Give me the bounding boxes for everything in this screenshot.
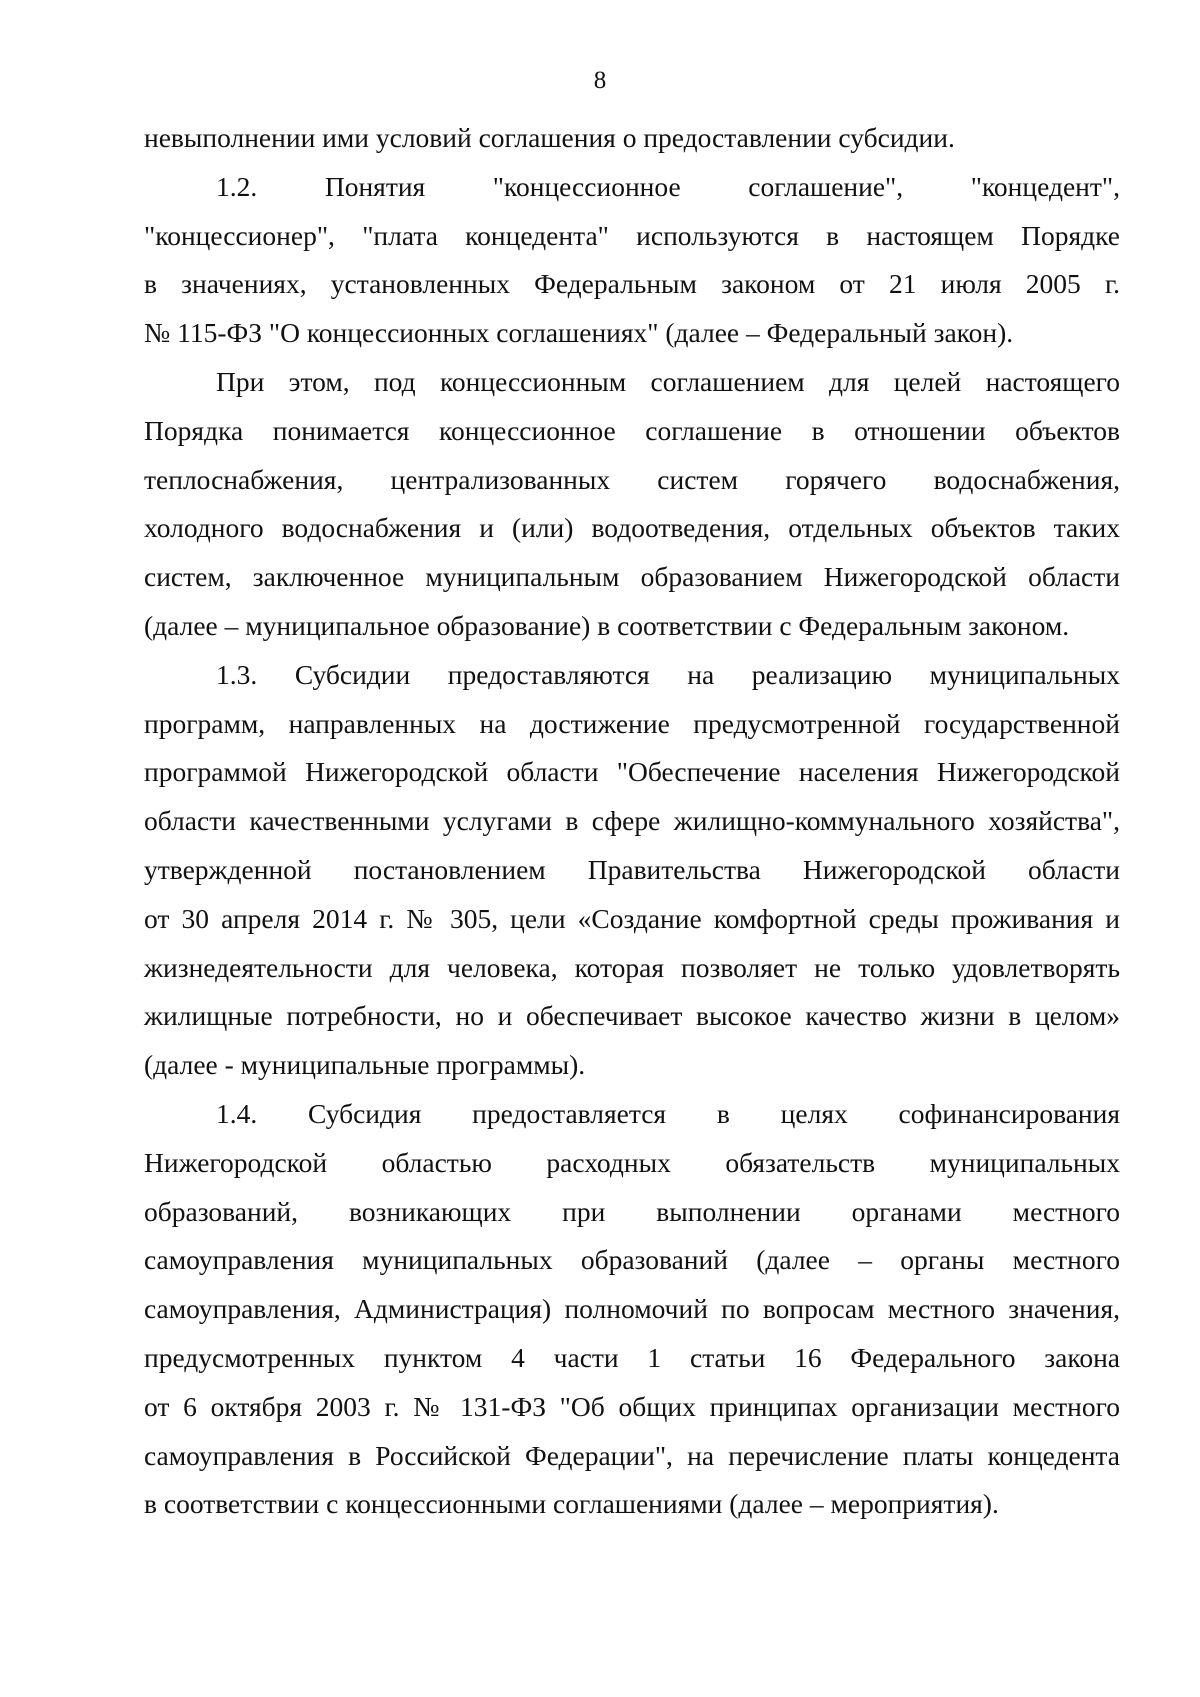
text-line: № 115-ФЗ "О концессионных соглашениях" (далее – Федеральный закон). <box>144 317 1014 349</box>
text-line: самоуправления, Администрация) полномочий по вопросам местного значения, <box>144 1293 1120 1325</box>
text-line: (далее – муниципальное образование) в соответствии с Федеральным законом. <box>144 609 1070 641</box>
text-line: Порядка понимается концессионное соглашение в отношении объектов <box>144 414 1120 446</box>
text-line: Нижегородской областью расходных обязательств муниципальных <box>144 1146 1120 1178</box>
text-line: 1.4. Субсидия предоставляется в целях софинансирования <box>216 1097 1120 1129</box>
text-line: самоуправления в Российской Федерации", на перечисление платы концедента <box>144 1439 1120 1471</box>
text-line: программ, направленных на достижение предусмотренной государственной <box>144 707 1120 739</box>
text-line: холодного водоснабжения и (или) водоотведения, отдельных объектов таких <box>144 512 1120 544</box>
document-body <box>144 114 1120 1529</box>
text-line: "концессионер", "плата концедента" используются в настоящем Порядке <box>144 219 1120 251</box>
text-line: (далее - муниципальные программы). <box>144 1049 586 1081</box>
text-line: самоуправления муниципальных образований (далее – органы местного <box>144 1244 1120 1276</box>
page-number: 8 <box>593 67 607 94</box>
text-line: от 6 октября 2003 г. № 131-ФЗ "Об общих принципах организации местного <box>144 1390 1120 1422</box>
text-line: утвержденной постановлением Правительства Нижегородской области <box>144 853 1120 885</box>
text-line: систем, заключенное муниципальным образованием Нижегородской области <box>144 561 1120 593</box>
text-line: предусмотренных пунктом 4 части 1 статьи 16 Федерального закона <box>144 1341 1120 1373</box>
text-line: жилищные потребности, но и обеспечивает высокое качество жизни в целом» <box>144 1000 1120 1032</box>
text-line: в значениях, установленных Федеральным законом от 21 июля 2005 г. <box>144 268 1120 300</box>
text-line: При этом, под концессионным соглашением для целей настоящего <box>216 365 1120 397</box>
text-line: от 30 апреля 2014 г. № 305, цели «Создание комфортной среды проживания и <box>144 902 1120 934</box>
text-line: 1.3. Субсидии предоставляются на реализацию муниципальных <box>216 658 1120 690</box>
text-line: в соответствии с концессионными соглашениями (далее – мероприятия). <box>144 1488 999 1520</box>
text-line: программой Нижегородской области "Обеспечение населения Нижегородской <box>144 756 1120 788</box>
text-line: жизнедеятельности для человека, которая позволяет не только удовлетворять <box>144 951 1120 983</box>
text-line: области качественными услугами в сфере жилищно-коммунального хозяйства", <box>144 805 1120 837</box>
text-line: 1.2. Понятия "концессионное соглашение", "концедент", <box>216 170 1120 202</box>
text-line: теплоснабжения, централизованных систем горячего водоснабжения, <box>144 463 1120 495</box>
text-line: невыполнении ими условий соглашения о предоставлении субсидии. <box>144 122 955 153</box>
text-line: образований, возникающих при выполнении органами местного <box>144 1195 1120 1227</box>
